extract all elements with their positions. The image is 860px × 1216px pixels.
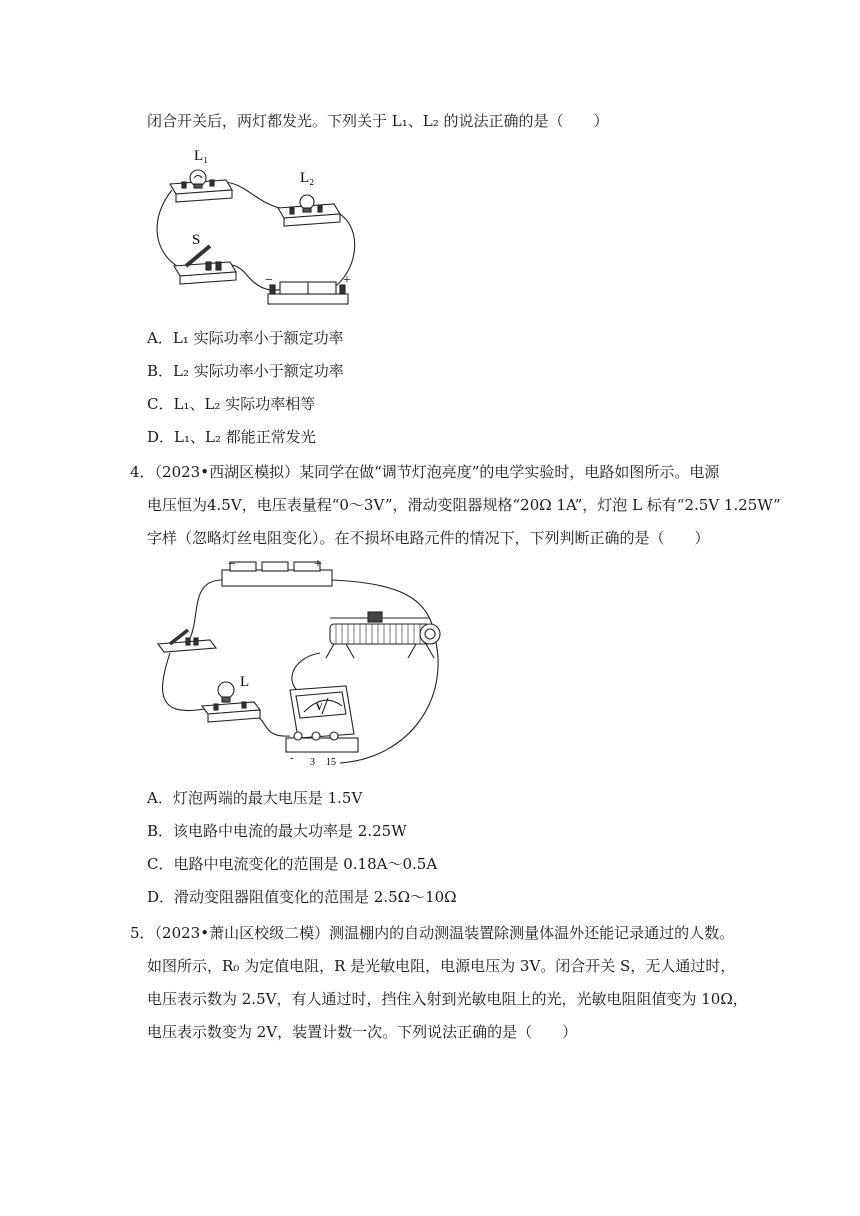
- label-l1: L₁: [194, 148, 209, 164]
- q4-option-a: A．灯泡两端的最大电压是 1.5V: [147, 789, 363, 807]
- label-lamp: L: [240, 674, 250, 690]
- label-l2: L₂: [300, 170, 315, 186]
- label-switch: S: [192, 232, 201, 248]
- label-terminal-negative: -: [290, 753, 294, 764]
- q5-stem-line-2: 如图所示，R₀ 为定值电阻，R 是光敏电阻，电源电压为 3V。闭合开关 S，无人通过时，: [147, 957, 736, 975]
- q4-stem-line-1: 4．（2023•西湖区模拟）某同学在做“调节灯泡亮度”的电学实验时，电路如图所示。电源: [130, 463, 720, 481]
- q3-option-c: C．L₁、L₂ 实际功率相等: [147, 395, 316, 413]
- label-positive: +: [343, 273, 351, 288]
- q4-stem-line-3: 字样（忽略灯丝电阻变化）。在不损坏电路元件的情况下，下列判断正确的是（ ）: [147, 529, 710, 547]
- q5-stem-line-1: 5．（2023•萧山区校级二模）测温棚内的自动测温装置除测量体温外还能记录通过的人数。: [130, 924, 735, 942]
- q4-circuit-figure: [150, 558, 450, 773]
- q3-option-d: D．L₁、L₂ 都能正常发光: [147, 428, 316, 446]
- label-terminal-15: 15: [326, 757, 336, 768]
- q5-stem-line-4: 电压表示数变为 2V，装置计数一次。下列说法正确的是（ ）: [147, 1023, 578, 1041]
- label-negative: −: [265, 273, 273, 288]
- q3-circuit-figure: [150, 142, 360, 312]
- q4-stem-line-2: 电压恒为4.5V，电压表量程“0～3V”，滑动变阻器规格“20Ω 1A”，灯泡 L 标有“2.5V 1.25W”: [147, 496, 781, 514]
- q4-option-b: B．该电路中电流的最大功率是 2.25W: [147, 822, 407, 840]
- q4-option-c: C．电路中电流变化的范围是 0.18A～0.5A: [147, 855, 438, 873]
- label-voltmeter: V: [316, 702, 323, 712]
- q4-option-d: D．滑动变阻器阻值变化的范围是 2.5Ω～10Ω: [147, 888, 457, 906]
- q3-option-b: B．L₂ 实际功率小于额定功率: [147, 362, 344, 380]
- label-battery-positive: +: [314, 558, 322, 572]
- q3-stem: 闭合开关后，两灯都发光。下列关于 L₁、L₂ 的说法正确的是（ ）: [147, 112, 609, 130]
- label-battery-negative: −: [228, 558, 236, 572]
- q3-option-a: A．L₁ 实际功率小于额定功率: [147, 329, 344, 347]
- q5-stem-line-3: 电压表示数为 2.5V，有人通过时，挡住入射到光敏电阻上的光，光敏电阻阻值变为 10Ω，: [147, 990, 748, 1008]
- label-terminal-3: 3: [310, 757, 315, 768]
